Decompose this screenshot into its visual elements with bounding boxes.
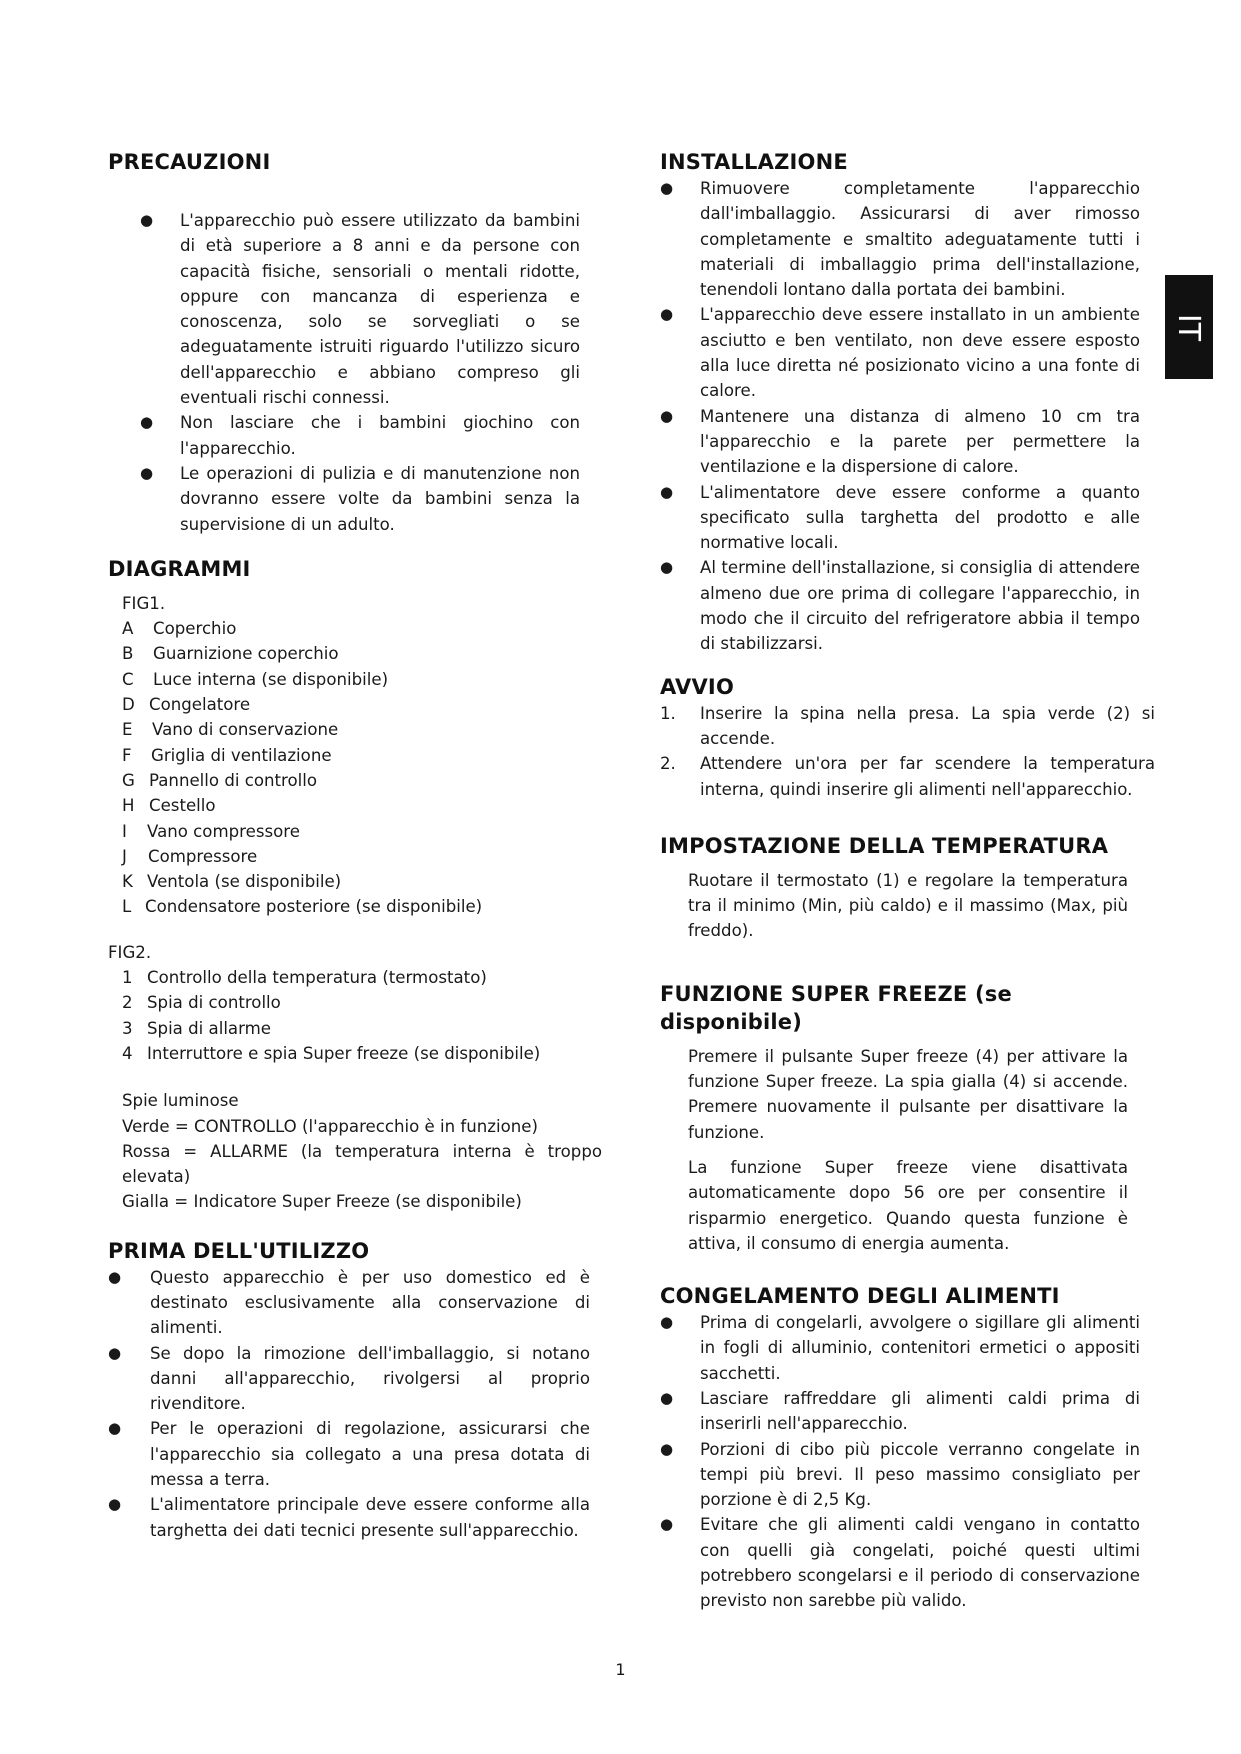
left-column [108, 148, 602, 1543]
page-number: 1 [615, 1660, 626, 1679]
list-item: ● L'alimentatore principale deve essere conforme alla targhetta dei dati tecnici presente sull'apparecchio. [150, 1492, 590, 1543]
bullet-icon: ● [660, 305, 674, 324]
list-item: ● Al termine dell'installazione, si consiglia di attendere almeno due ore prima di collegare l'apparecchio, in modo che il circuito del refrigeratore abbia il tempo di stabilizzarsi. [700, 555, 1140, 656]
list-item: C Luce interna (se disponibile) [122, 669, 389, 689]
spie-gialla: Gialla = Indicatore Super Freeze (se disponibile) [122, 1192, 522, 1212]
list-item: ● L'alimentatore deve essere conforme a quanto specificato sulla targhetta del prodotto e alle normative locali. [700, 480, 1140, 556]
bullet-icon: ● [108, 1343, 122, 1362]
bullet-icon: ● [140, 413, 154, 432]
list-item: 1 Controllo della temperatura (termostato) [122, 968, 487, 988]
installazione-list [660, 176, 1140, 657]
list-item: 2 Spia di controllo [122, 993, 281, 1013]
list-item: ● L'apparecchio può essere utilizzato da bambini di età superiore a 8 anni e da persone con capacità fisiche, sensoriali o mentali ridotte, oppure con mancanza di esperienza e conoscenza, solo se sorvegliati o se adeguatamente istruiti riguardo l'utilizzo sicuro dell'apparecchio e abbiano compreso gli eventuali rischi connessi. [180, 208, 580, 410]
list-item: L Condensatore posteriore (se disponibile) [122, 897, 483, 917]
fig1-list [122, 616, 598, 920]
diagrammi-block [108, 591, 598, 920]
list-item: ● Le operazioni di pulizia e di manutenzione non dovranno essere volte da bambini senza la supervisione di un adulto. [180, 461, 580, 537]
list-item: 4 Interruttore e spia Super freeze (se disponibile) [122, 1043, 541, 1063]
bullet-icon: ● [660, 1388, 674, 1407]
list-item: F Griglia di ventilazione [122, 745, 332, 765]
prima-list [108, 1265, 590, 1543]
precauzioni-list [108, 208, 580, 537]
list-item: E Vano di conservazione [122, 720, 339, 740]
impostazione-text: Ruotare il termostato (1) e regolare la temperatura tra il minimo (Min, più caldo) e il massimo (Max, più freddo). [688, 870, 1128, 941]
bullet-icon: ● [108, 1495, 122, 1514]
bullet-icon: ● [140, 463, 154, 482]
section-title-avvio: AVVIO [660, 674, 734, 699]
list-item: B Guarnizione coperchio [122, 644, 339, 664]
section-title-installazione: INSTALLAZIONE [660, 150, 848, 174]
section-title-superfreeze: FUNZIONE SUPER FREEZE (se disponibile) [660, 981, 1012, 1034]
superfreeze-p2: La funzione Super freeze viene disattivata automaticamente dopo 56 ore per consentire il risparmio energetico. Quando questa funzione è attiva, il consumo di energia aumenta. [688, 1157, 1128, 1253]
congelamento-list [660, 1310, 1140, 1614]
avvio-list [660, 701, 1155, 802]
list-item: 3 Spia di allarme [122, 1018, 271, 1038]
bullet-icon: ● [140, 211, 154, 229]
section-title-congelamento: CONGELAMENTO DEGLI ALIMENTI [660, 1284, 1060, 1309]
bullet-icon: ● [108, 1267, 122, 1286]
bullet-icon: ● [660, 179, 674, 197]
fig1-label: FIG1. [122, 593, 166, 613]
list-item: H Cestello [122, 796, 216, 816]
bullet-icon: ● [660, 1515, 674, 1534]
list-item: D Congelatore [122, 695, 251, 715]
list-item: 1. Inserire la spina nella presa. La spia verde (2) si accende. [660, 703, 1155, 748]
list-item: ● Prima di congelarli, avvolgere o sigillare gli alimenti in fogli di alluminio, contenitori ermetici o appositi sacchetti. [700, 1310, 1140, 1386]
section-title-precauzioni: PRECAUZIONI [108, 150, 271, 174]
section-title-prima-utilizzo: PRIMA DELL'UTILIZZO [108, 1238, 370, 1263]
bullet-icon: ● [660, 1439, 674, 1458]
language-tab [1165, 275, 1213, 379]
list-item: A Coperchio [122, 619, 237, 639]
list-item: ● L'apparecchio deve essere installato in un ambiente asciutto e ben ventilato, non deve essere esposto alla luce diretta né posizionato vicino a una fonte di calore. [700, 302, 1140, 403]
spie-title: Spie luminose [122, 1091, 239, 1111]
bullet-icon: ● [660, 1313, 674, 1332]
fig2-block [108, 940, 598, 1066]
list-item: ● Porzioni di cibo più piccole verranno congelate in tempi più brevi. Il peso massimo consigliato per porzione è di 2,5 Kg. [700, 1437, 1140, 1513]
bullet-icon: ● [660, 482, 674, 501]
list-item: ● Mantenere una distanza di almeno 10 cm tra l'apparecchio e la parete per permettere la ventilazione e la dispersione di calore. [700, 404, 1140, 480]
list-item: 2. Attendere un'ora per far scendere la temperatura interna, quindi inserire gli alimenti nell'apparecchio. [660, 754, 1155, 799]
language-tab-label: IT [1171, 313, 1207, 341]
list-item: ● Per le operazioni di regolazione, assicurarsi che l'apparecchio sia collegato a una presa dotata di messa a terra. [150, 1416, 590, 1492]
superfreeze-p1: Premere il pulsante Super freeze (4) per attivare la funzione Super freeze. La spia gialla (4) si accende. Premere nuovamente il pulsante per disattivare la funzione. [688, 1046, 1128, 1142]
list-item: ● Evitare che gli alimenti caldi vengano in contatto con quelli già congelati, poiché questi ultimi potrebbero scongelarsi e il periodo di conservazione previsto non sarebbe più valido. [700, 1512, 1140, 1613]
spie-block [108, 1088, 602, 1214]
fig2-label: FIG2. [108, 942, 152, 962]
spie-verde: Verde = CONTROLLO (l'apparecchio è in funzione) [122, 1116, 538, 1136]
fig2-list [108, 965, 598, 1066]
list-item: K Ventola (se disponibile) [122, 872, 342, 892]
section-title-impostazione: IMPOSTAZIONE DELLA TEMPERATURA [660, 833, 1109, 858]
list-item: I Vano compressore [122, 821, 300, 841]
list-item: ● Lasciare raffreddare gli alimenti caldi prima di inserirli nell'apparecchio. [700, 1386, 1140, 1437]
bullet-icon: ● [108, 1419, 122, 1438]
bullet-icon: ● [660, 406, 674, 425]
spie-rossa: Rossa = ALLARME (la temperatura interna è troppo elevata) [122, 1141, 602, 1187]
bullet-icon: ● [660, 558, 674, 577]
section-title-diagrammi: DIAGRAMMI [108, 556, 251, 581]
list-item: J Compressore [122, 846, 258, 866]
right-column [660, 148, 1155, 1614]
list-item: ● Rimuovere completamente l'apparecchio dall'imballaggio. Assicurarsi di aver rimosso completamente e smaltito adeguatamente tutti i materiali di imballaggio prima dell'installazione, tenendoli lontano dalla portata dei bambini. [700, 176, 1140, 302]
list-item: ● Se dopo la rimozione dell'imballaggio, si notano danni all'apparecchio, rivolgersi al proprio rivenditore. [150, 1341, 590, 1417]
list-item: ● Non lasciare che i bambini giochino con l'apparecchio. [180, 410, 580, 461]
list-item: G Pannello di controllo [122, 770, 318, 790]
list-item: ● Questo apparecchio è per uso domestico ed è destinato esclusivamente alla conservazione di alimenti. [150, 1265, 590, 1341]
